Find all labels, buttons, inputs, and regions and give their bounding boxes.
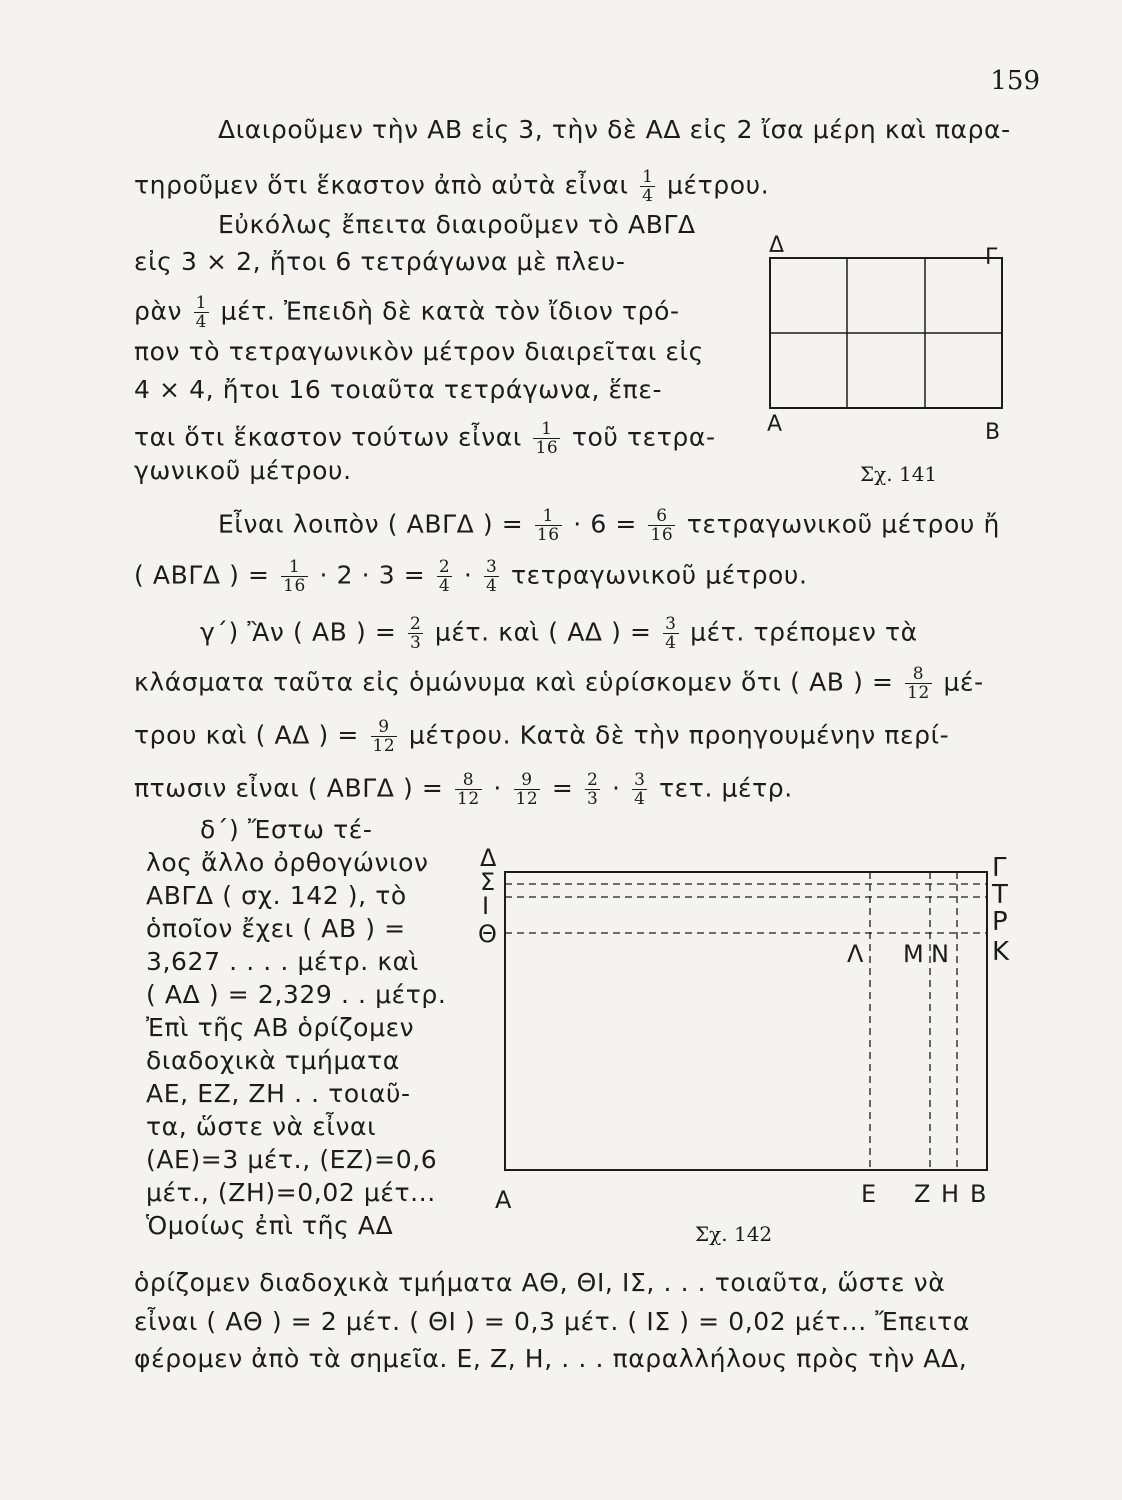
fig142-label-Z: Ζ: [914, 1180, 931, 1208]
p2-line1: Εὐκόλως ἔπειτα διαιροῦμεν τὸ ΑΒΓΔ: [218, 210, 696, 239]
p4-line6: ( ΑΔ ) = 2,329 . . μέτρ.: [146, 980, 447, 1009]
fraction: $\frac{1}{16}$: [283, 557, 306, 596]
p4-line9: ΑΕ, ΕΖ, ΖΗ . . τοιαῦ-: [146, 1079, 411, 1108]
fig142-label-H: Η: [941, 1180, 960, 1208]
fraction: $\frac{9}{12}$: [515, 770, 539, 809]
fig142-label-E: Ε: [861, 1180, 877, 1208]
p2-line6: ται ὅτι ἕκαστον τούτων εἶναι $\frac{1}{16}$ τοῦ τετρα-: [134, 419, 716, 458]
fig142-label-T: Τ: [992, 880, 1008, 910]
p5-line2: εἶναι ( ΑΘ ) = 2 μέτ. ( ΘΙ ) = 0,3 μέτ. ( ΙΣ ) = 0,02 μέτ... Ἔπειτα: [134, 1307, 970, 1336]
fig142-label-G: Γ: [992, 853, 1007, 883]
fraction: $\frac{2}{3}$: [409, 614, 422, 653]
fig142-label-A: Α: [495, 1186, 512, 1214]
fig142-caption: Σχ. 142: [695, 1222, 773, 1246]
p2-line7: γωνικοῦ μέτρου.: [134, 456, 352, 485]
figure-141: [755, 230, 1015, 490]
fraction: $\frac{2}{4}$: [438, 557, 451, 596]
p4-line7: Ἐπὶ τῆς ΑΒ ὁρίζομεν: [146, 1013, 415, 1042]
p4-line10: τα, ὥστε νὰ εἶναι: [146, 1112, 377, 1141]
p3-line4: πτωσιν εἶναι ( ΑΒΓΔ ) = $\frac{8}{12}$ · $\frac{9}{12}$ = $\frac{2}{3}$ · $\frac{3}{4}$ τετ. μέτρ.: [134, 770, 793, 809]
fraction: $\frac{3}{4}$: [665, 614, 677, 653]
fraction: $\frac{8}{12}$: [907, 664, 930, 703]
p4-line13: Ὁμοίως ἐπὶ τῆς ΑΔ: [146, 1211, 394, 1240]
p5-line1: ὁρίζομεν διαδοχικὰ τμήματα ΑΘ, ΘΙ, ΙΣ, . . . τοιαῦτα, ὥστε νὰ: [134, 1268, 946, 1297]
fraction: $\frac{2}{3}$: [587, 770, 599, 809]
fraction: $\frac{3}{4}$: [485, 557, 498, 596]
p1-line1: Διαιροῦμεν τὴν ΑΒ εἰς 3, τὴν δὲ ΑΔ εἰς 2 ἴσα μέρη καὶ παρα-: [218, 115, 1011, 144]
p2-line5: 4 × 4, ἤτοι 16 τοιαῦτα τετράγωνα, ἕπε-: [134, 375, 663, 404]
p3-line2: κλάσματα ταῦτα εἰς ὁμώνυμα καὶ εὑρίσκομεν ὅτι ( ΑΒ ) = $\frac{8}{12}$ μέ-: [134, 664, 984, 703]
p3-line3: τρου καὶ ( ΑΔ ) = $\frac{9}{12}$ μέτρου. Κατὰ δὲ τὴν προηγουμένην περί-: [134, 717, 950, 756]
fraction: $\frac{9}{12}$: [372, 717, 396, 756]
fig142-label-L: Λ: [847, 940, 864, 968]
fraction: $\frac{3}{4}$: [634, 770, 646, 809]
p4-line2: λος ἄλλο ὀρθογώνιον: [146, 848, 429, 877]
p1-line2: τηροῦμεν ὅτι ἕκαστον ἀπὸ αὐτὰ εἶναι $\frac{1}{4}$ μέτρου.: [134, 167, 770, 206]
p4-line1: δ΄) Ἔστω τέ-: [200, 815, 373, 844]
fraction: $\frac{1}{4}$: [195, 293, 208, 332]
fraction: $\frac{1}{4}$: [642, 167, 654, 206]
page-number: 159: [990, 66, 1040, 96]
fig142-label-I: Ι: [482, 892, 490, 920]
p3-line1: γ΄) Ἂν ( ΑΒ ) = $\frac{2}{3}$ μέτ. καὶ ( ΑΔ ) = $\frac{3}{4}$ μέτ. τρέπομεν τὰ: [200, 614, 918, 653]
fraction: $\frac{6}{16}$: [650, 506, 674, 545]
p4-line3: ΑΒΓΔ ( σχ. 142 ), τὸ: [146, 881, 407, 910]
fig142-label-D: Δ: [480, 844, 497, 872]
fig141-caption: Σχ. 141: [860, 462, 938, 486]
fig142-label-Th: Θ: [478, 920, 497, 948]
p4-line8: διαδοχικὰ τμήματα: [146, 1046, 400, 1075]
fraction: $\frac{1}{16}$: [535, 419, 559, 458]
p2-line2: εἰς 3 × 2, ἤτοι 6 τετράγωνα μὲ πλευ-: [134, 247, 626, 276]
fig142-label-K: Κ: [992, 937, 1010, 967]
fig142-label-S: Σ: [480, 868, 496, 896]
p2-line3: ρὰν $\frac{1}{4}$ μέτ. Ἐπειδὴ δὲ κατὰ τὸν ἴδιον τρό-: [134, 293, 680, 332]
fraction: $\frac{8}{12}$: [457, 770, 480, 809]
fig142-label-N: Ν: [931, 940, 949, 968]
eq1-line: Εἶναι λοιπὸν ( ΑΒΓΔ ) = $\frac{1}{16}$ · 6 = $\frac{6}{16}$ τετραγωνικοῦ μέτρου ἤ: [218, 506, 1000, 545]
p4-line11: (ΑΕ)=3 μέτ., (ΕΖ)=0,6: [146, 1145, 438, 1174]
fig142-label-R: Ρ: [992, 907, 1008, 937]
p4-line12: μέτ., (ΖΗ)=0,02 μέτ...: [146, 1178, 436, 1207]
fig141-label-G: Γ: [985, 245, 998, 270]
p4-line5: 3,627 . . . . μέτρ. καὶ: [146, 947, 419, 976]
p5-line3: φέρομεν ἀπὸ τὰ σημεῖα. Ε, Ζ, Η, . . . παραλλήλους πρὸς τὴν ΑΔ,: [134, 1344, 968, 1373]
eq2-line: ( ΑΒΓΔ ) = $\frac{1}{16}$ · 2 · 3 = $\frac{2}{4}$ · $\frac{3}{4}$ τετραγωνικοῦ μέτρου.: [134, 557, 808, 596]
p2-line4: πον τὸ τετραγωνικὸν μέτρον διαιρεῖται εἰς: [134, 337, 704, 366]
p4-line4: ὁποῖον ἔχει ( ΑΒ ) =: [146, 914, 406, 943]
fig142-rectangle: [505, 872, 987, 1170]
fraction: $\frac{1}{16}$: [536, 506, 560, 545]
fig141-label-B: Β: [985, 420, 1001, 445]
figure-142: [470, 840, 1030, 1220]
fig141-label-D: Δ: [769, 233, 785, 258]
fig142-label-M: Μ: [903, 940, 924, 968]
fig142-label-B: Β: [970, 1180, 987, 1208]
fig141-label-A: Α: [767, 412, 783, 437]
